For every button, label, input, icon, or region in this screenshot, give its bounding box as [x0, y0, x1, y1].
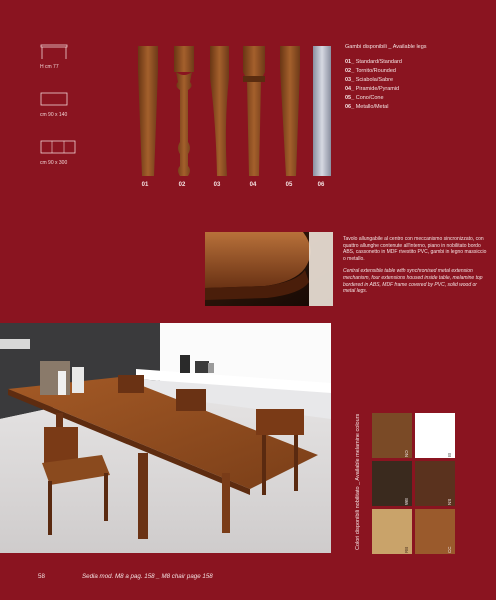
leg-number: 03: [213, 182, 221, 188]
product-description: [343, 236, 487, 295]
leg-number: 06: [317, 182, 325, 188]
description-english: Central extensible table with synchronised metal extension mechanism, four extensions housed inside table, melamine top bordered in ABS, MDF frame covered by PVC, solid wood or metal legs.: [343, 268, 483, 295]
leg-number: 02: [178, 182, 186, 188]
leg-number: 04: [249, 182, 257, 188]
table-edge-detail-photo: [205, 232, 333, 306]
dimension-closed-label: cm 90 x 140: [40, 112, 68, 118]
leg-number: 05: [285, 182, 293, 188]
leg-rounded: [174, 46, 194, 176]
legs-legend-item: 06_ Metallo/Metal: [345, 104, 389, 110]
table-side-icon: [40, 44, 68, 60]
leg-metal: [313, 46, 331, 176]
legs-legend-item: 01_ Standard/Standard: [345, 59, 402, 65]
page-number: 58: [38, 573, 45, 580]
table-top-small-icon: [40, 92, 68, 106]
legs-legend-item: 04_ Piramide/Pyramid: [345, 86, 400, 92]
leg-sabre: [210, 46, 229, 176]
legs-legend-item: 03_ Sciabola/Sabre: [345, 77, 394, 83]
legs-illustration: [130, 42, 340, 182]
swatch-code: NO: [404, 450, 409, 457]
dimension-icons: [38, 42, 78, 172]
swatch-code: WE: [404, 497, 409, 505]
leg-cone: [280, 46, 300, 176]
table-top-extended-icon: [40, 140, 76, 154]
legs-legend-item: 02_ Tornito/Rounded: [345, 68, 396, 74]
footer-chair-reference: Sedia mod. M8 a pag. 158 _ M8 chair page 158: [82, 573, 213, 580]
legs-legend-item: 05_ Cono/Cone: [345, 95, 384, 101]
dimension-height-label: H cm 77: [40, 64, 59, 70]
leg-number: 01: [141, 182, 149, 188]
colour-swatches: [372, 413, 458, 555]
dining-room-photo: [0, 323, 331, 553]
legs-legend-title: Gambi disponibili _ Available legs: [345, 44, 427, 50]
swatch-code: CC: [447, 546, 452, 553]
swatch-code: BI: [447, 452, 452, 457]
leg-pyramid: [243, 46, 265, 176]
description-italian: Tavolo allungabile al centro con meccanismo sincronizzato, con quattro allunghe contenute all'interno, piano in nobilitato bordo ABS, cassonetto in MDF rivestito PVC, gambi in legno massiccio o metallo.: [343, 236, 487, 262]
leg-standard: [138, 46, 158, 176]
swatch-bi: [415, 413, 455, 458]
swatch-code: RB: [404, 546, 409, 553]
dimension-extended-label: cm 90 x 300: [40, 160, 68, 166]
swatch-code: NS: [447, 498, 452, 505]
colours-title: Colori disponibili nobilitato _ Available melamine colours: [355, 413, 361, 550]
legs-legend: [345, 44, 490, 112]
